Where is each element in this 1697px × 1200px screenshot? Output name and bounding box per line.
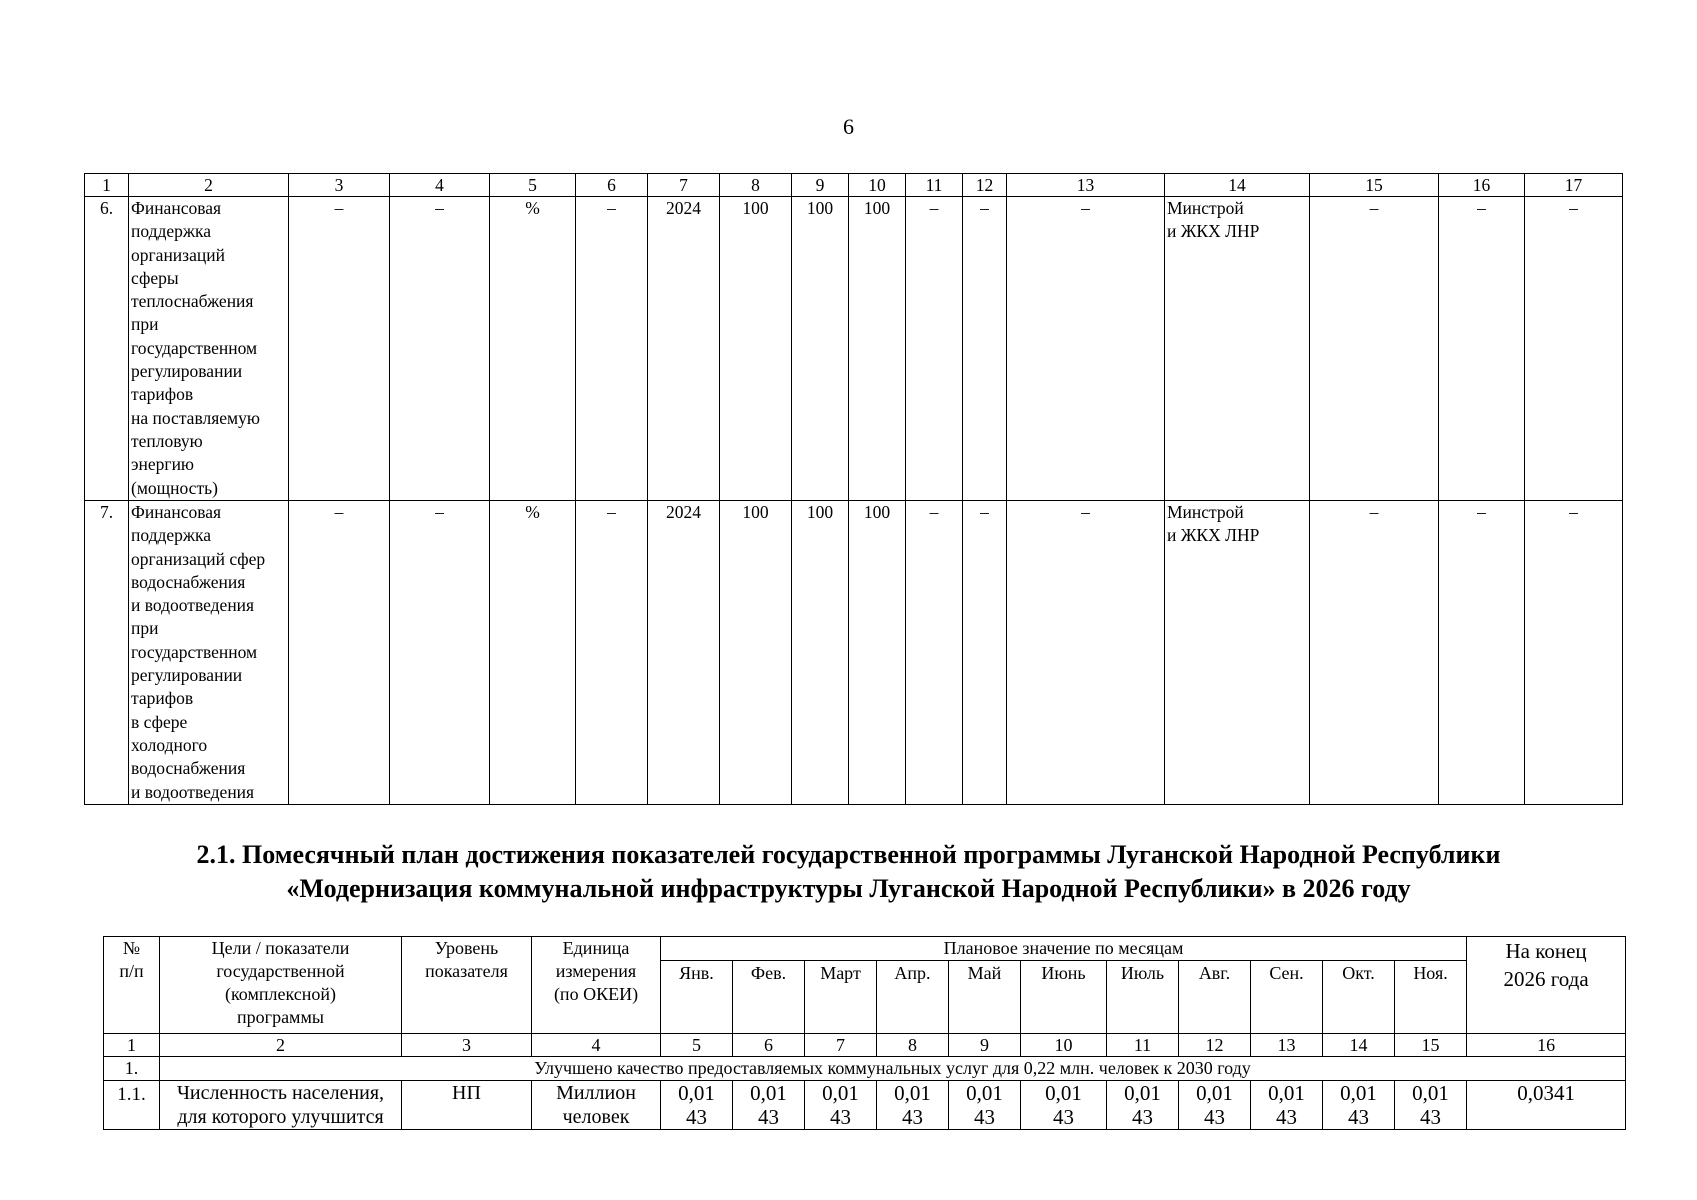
table-header-row [104,937,1626,961]
column-number: 17 [1525,174,1623,197]
cell: % [490,197,576,501]
month-value: 0,01 43 [1021,1081,1107,1130]
column-number: 6 [733,1034,805,1057]
cell: – [1525,501,1623,805]
cell: % [490,501,576,805]
column-number: 3 [402,1034,532,1057]
month-header: Сен. [1251,961,1323,1034]
column-number: 9 [949,1034,1021,1057]
cell: – [1007,197,1165,501]
header-level: Уровень показателя [402,937,532,1034]
column-number: 12 [963,174,1007,197]
indicator-row [104,1081,1626,1130]
column-number: 4 [532,1034,661,1057]
cell: – [576,501,648,805]
column-number: 5 [490,174,576,197]
column-number: 9 [792,174,849,197]
header-num: № п/п [104,937,160,1034]
indicator-level: НП [402,1081,532,1130]
month-value: 0,01 43 [1323,1081,1395,1130]
section-heading-line: «Модернизация коммунальной инфраструктуры Луганской Народной Республики» в 2026 году [286,874,1411,903]
section-heading-line: 2.1. Помесячный план достижения показателей государственной программы Луганской Народной Республики [196,840,1501,869]
column-number: 13 [1251,1034,1323,1057]
column-number: 14 [1165,174,1310,197]
cell: – [390,197,490,501]
cell: – [963,501,1007,805]
header-plan: Плановое значение по месяцам [661,937,1467,961]
month-header: Март [805,961,877,1034]
month-value: 0,01 43 [1179,1081,1251,1130]
column-number: 7 [805,1034,877,1057]
table-header-numbers-row [85,174,1623,197]
cell: 100 [792,197,849,501]
column-number: 15 [1310,174,1439,197]
header-end: На конец 2026 года [1467,937,1626,1034]
month-value: 0,01 43 [661,1081,733,1130]
month-header: Окт. [1323,961,1395,1034]
cell: – [1007,501,1165,805]
responsible-body: Минстрой и ЖКХ ЛНР [1165,501,1310,805]
column-number: 1 [104,1034,160,1057]
cell: – [289,501,390,805]
column-number: 8 [720,174,792,197]
indicators-table-continued [84,173,1623,805]
page-number: 6 [843,114,854,139]
cell: – [289,197,390,501]
month-value: 0,01 43 [949,1081,1021,1130]
month-header: Авг. [1179,961,1251,1034]
indicator-name: Финансовая поддержка организаций сферы теплоснабжения при государственном регулировании тарифов на поставляемую тепловую энергию (мощность) [129,197,289,501]
cell: – [576,197,648,501]
cell: 100 [720,197,792,501]
column-number: 2 [160,1034,402,1057]
cell: – [390,501,490,805]
cell: – [906,501,963,805]
responsible-body: Минстрой и ЖКХ ЛНР [1165,197,1310,501]
month-header: Июнь [1021,961,1107,1034]
column-number: 10 [849,174,906,197]
column-number: 11 [1107,1034,1179,1057]
column-number: 11 [906,174,963,197]
column-numbers-row [104,1034,1626,1057]
end-of-year-value: 0,0341 [1467,1081,1626,1130]
section-heading [0,838,1697,906]
row-number: 6. [85,197,129,501]
column-number: 2 [129,174,289,197]
column-number: 12 [1179,1034,1251,1057]
goal-text: Улучшено качество предоставляемых коммунальных услуг для 0,22 млн. человек к 2030 году [160,1057,1626,1081]
month-value: 0,01 43 [805,1081,877,1130]
header-unit: Единица измерения (по ОКЕИ) [532,937,661,1034]
column-number: 3 [289,174,390,197]
indicator-name: Финансовая поддержка организаций сфер водоснабжения и водоотведения при государственном регулировании тарифов в сфере холодного водоснабжения и водоотведения [129,501,289,805]
cell: – [1525,197,1623,501]
column-number: 16 [1439,174,1525,197]
indicator-name: Численность населения, для которого улучшится [160,1081,402,1130]
indicator-unit: Миллион человек [532,1081,661,1130]
cell: – [963,197,1007,501]
table-row [85,501,1623,805]
column-number: 13 [1007,174,1165,197]
month-value: 0,01 43 [733,1081,805,1130]
column-number: 14 [1323,1034,1395,1057]
column-number: 5 [661,1034,733,1057]
column-number: 6 [576,174,648,197]
month-header: Апр. [877,961,949,1034]
column-number: 8 [877,1034,949,1057]
month-value: 0,01 43 [1251,1081,1323,1130]
month-header: Янв. [661,961,733,1034]
column-number: 16 [1467,1034,1626,1057]
cell: – [1310,197,1439,501]
month-value: 0,01 43 [877,1081,949,1130]
cell: 100 [849,501,906,805]
column-number: 1 [85,174,129,197]
cell: 2024 [648,501,720,805]
column-number: 15 [1395,1034,1467,1057]
cell: – [906,197,963,501]
month-value: 0,01 43 [1107,1081,1179,1130]
column-number: 4 [390,174,490,197]
indicator-number: 1.1. [104,1081,160,1130]
monthly-plan-table [103,936,1626,1130]
header-goals: Цели / показатели государственной (комплексной) программы [160,937,402,1034]
column-number: 10 [1021,1034,1107,1057]
goal-row [104,1057,1626,1081]
cell: – [1439,197,1525,501]
column-number: 7 [648,174,720,197]
month-header: Июль [1107,961,1179,1034]
cell: 100 [720,501,792,805]
cell: – [1439,501,1525,805]
row-number: 7. [85,501,129,805]
table-row [85,197,1623,501]
cell: 100 [849,197,906,501]
month-value: 0,01 43 [1395,1081,1467,1130]
month-header: Май [949,961,1021,1034]
month-header: Фев. [733,961,805,1034]
cell: 100 [792,501,849,805]
goal-number: 1. [104,1057,160,1081]
cell: – [1310,501,1439,805]
month-header: Ноя. [1395,961,1467,1034]
cell: 2024 [648,197,720,501]
